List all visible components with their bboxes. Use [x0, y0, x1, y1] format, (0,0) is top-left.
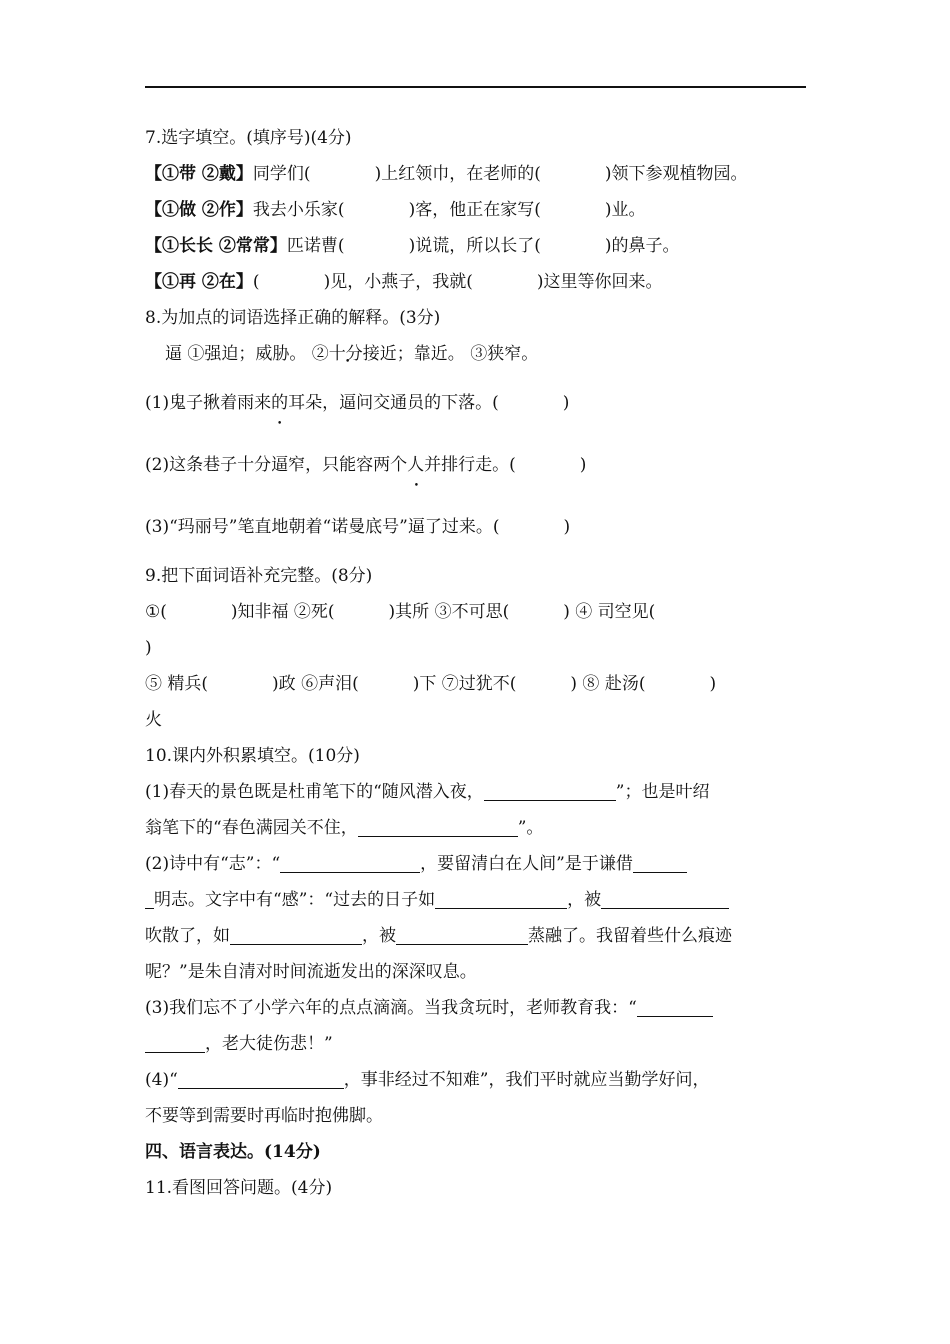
dotted-char: 逼 [339, 393, 357, 413]
q9-title: 9.把下面词语补充完整。(8分) [145, 566, 373, 586]
q9-line-1: ①( )知非福 ②死( )其所 ③不可思( ) ④ 司空见( [145, 602, 656, 622]
dotted-char: 逼 [407, 517, 425, 537]
fill-line[interactable] [145, 1030, 205, 1053]
q10-p3-line-2: ，老大徒伤悲！” [145, 1026, 807, 1062]
q7-row-1: 【①带 ②戴】同学们( )上红领巾，在老师的( )领下参观植物园。 [145, 164, 748, 184]
q7-row-4: 【①再 ②在】( )见，小燕子，我就( )这里等你回来。 [145, 272, 663, 292]
fill-line[interactable] [358, 814, 518, 837]
q10-p2-line-4: 呢？”是朱自清对时间流逝发出的深深叹息。 [145, 962, 477, 982]
q10-p1-line-2: 翁笔下的“春色满园关不住， ”。 [145, 810, 807, 846]
q10-p3-line-1: (3)我们忘不了小学六年的点点滴滴。当我贪玩时，老师教育我：“ [145, 990, 807, 1026]
q10-p2-line-2: 明志。文字中有“感”：“过去的日子如 ，被 [145, 882, 807, 918]
worksheet-page [145, 120, 807, 1206]
q10-title: 10.课内外积累填空。(10分) [145, 746, 360, 766]
q10-p1-line-1: (1)春天的景色既是杜甫笔下的“随风潜入夜， ”；也是叶绍 [145, 774, 807, 810]
q10-p2-line-3: 吹散了，如 ，被 蒸融了。我留着些什么痕迹 [145, 918, 807, 954]
q9-line-2-cont: 火 [145, 710, 162, 730]
dotted-char: 逼 [271, 455, 289, 475]
q10-p4-line-1: (4)“ ，事非经过不知难”，我们平时就应当勤学好问， [145, 1062, 807, 1098]
q8-item-3: (3)“玛丽号”笔直地朝着“诺曼底号”逼了过来。( ) [145, 496, 807, 558]
fill-line[interactable] [484, 778, 616, 801]
q8-definitions: 逼 ①强迫；威胁。 ②十分接近；靠近。 ③狭窄。 [165, 344, 539, 364]
q8-item-2: (2)这条巷子十分逼窄，只能容两个人并排行走。( ) [145, 434, 807, 496]
q7-title: 7.选字填空。(填序号)(4分) [145, 128, 352, 148]
q8-item-1: (1)鬼子揪着雨来的耳朵，逼问交通员的下落。( ) [145, 372, 807, 434]
fill-line[interactable] [145, 886, 154, 909]
fill-line[interactable] [280, 850, 420, 873]
fill-line[interactable] [637, 994, 713, 1017]
header-rule [145, 86, 806, 88]
fill-line[interactable] [396, 922, 528, 945]
q9-line-1-cont: ) [145, 638, 152, 658]
fill-line[interactable] [601, 886, 729, 909]
q7-row-3: 【①长长 ②常常】匹诺曹( )说谎，所以长了( )的鼻子。 [145, 236, 680, 256]
q8-title: 8.为加点的词语选择正确的解释。(3分) [145, 308, 441, 328]
fill-line[interactable] [633, 850, 687, 873]
fill-line[interactable] [178, 1066, 344, 1089]
q7-row-2: 【①做 ②作】我去小乐家( )客，他正在家写( )业。 [145, 200, 646, 220]
q10-p2-line-1: (2)诗中有“志”：“ ，要留清白在人间”是于谦借 [145, 846, 807, 882]
q9-line-2: ⑤ 精兵( )政 ⑥声泪( )下 ⑦过犹不( ) ⑧ 赴汤( ) [145, 674, 717, 694]
fill-line[interactable] [435, 886, 567, 909]
q11-title: 11.看图回答问题。(4分) [145, 1178, 333, 1198]
fill-line[interactable] [230, 922, 362, 945]
q10-p4-line-2: 不要等到需要时再临时抱佛脚。 [145, 1106, 383, 1126]
section-4-heading: 四、语言表达。(14分) [145, 1142, 321, 1162]
